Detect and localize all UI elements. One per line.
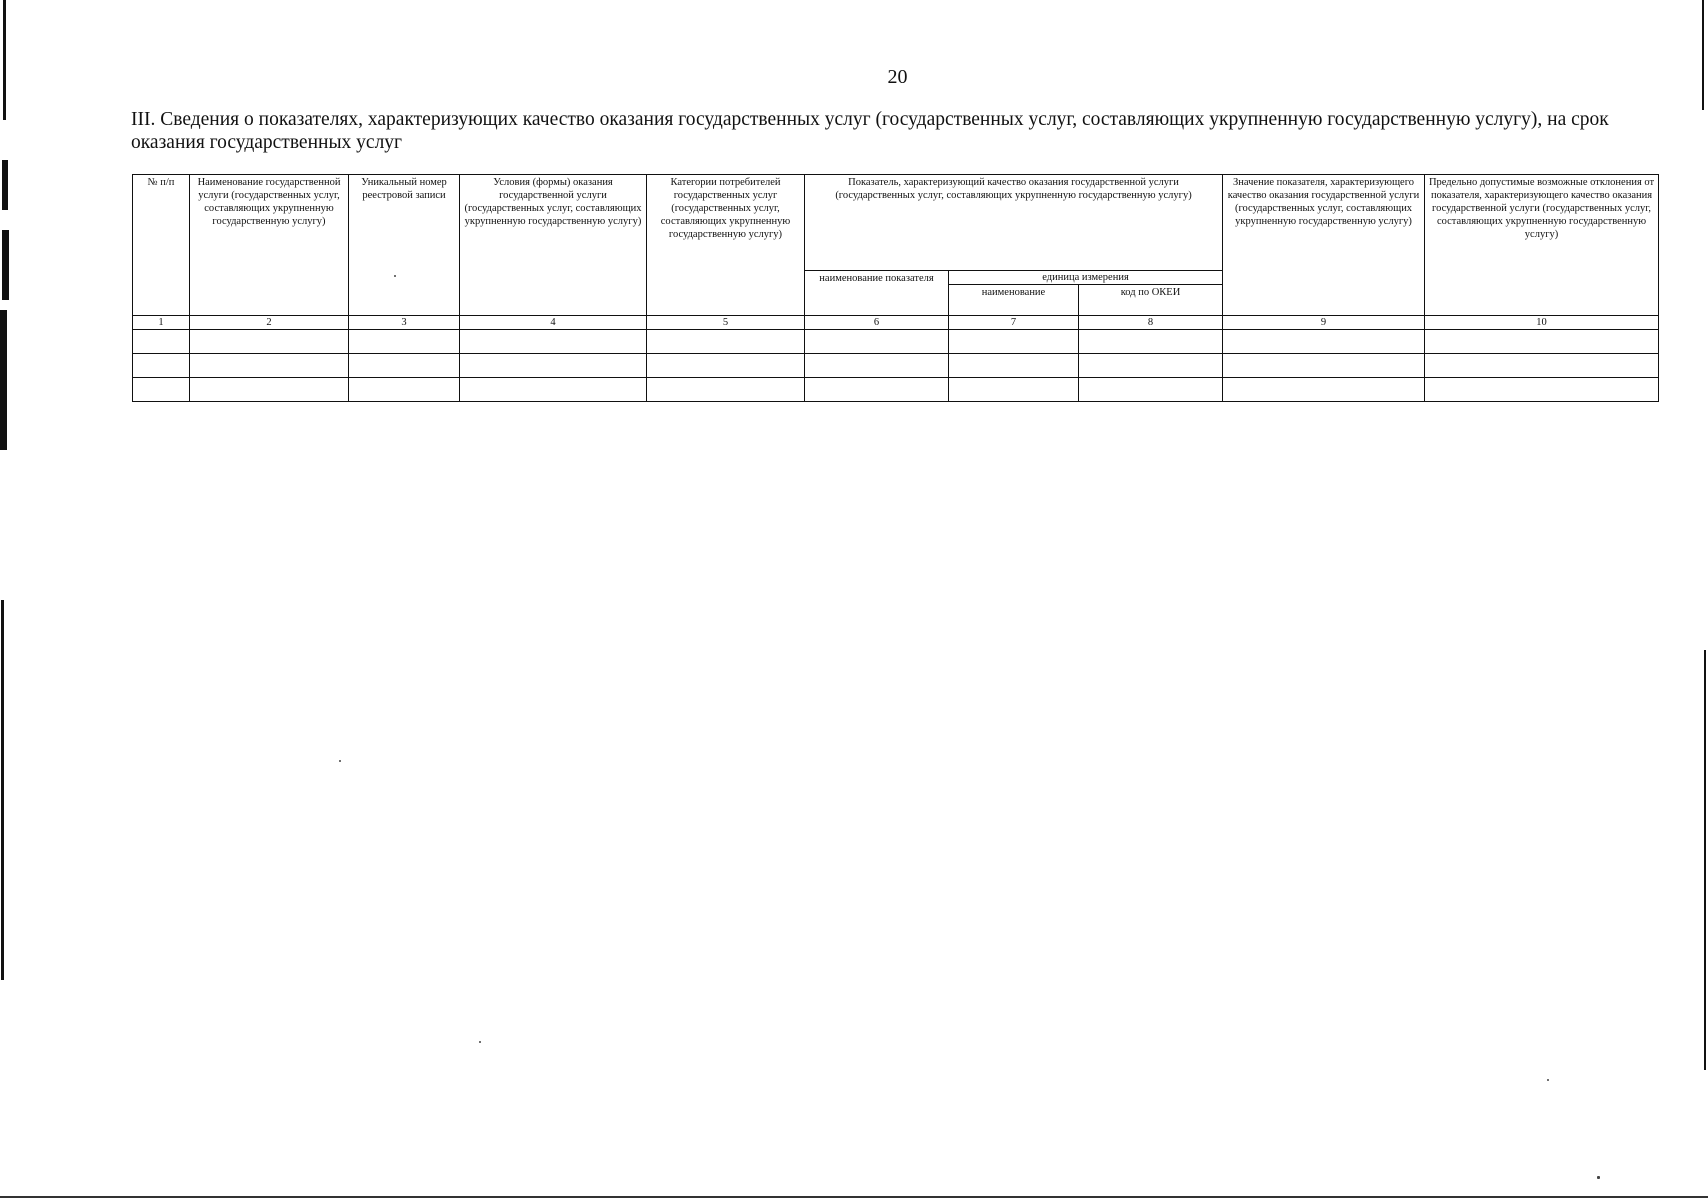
- header-indicator-value: Значение показателя, характеризующего качество оказания государственной услуги (государственных услуг, составляющих укрупненную государственную услугу): [1223, 175, 1425, 316]
- table-cell: [1079, 378, 1223, 402]
- table-cell: [647, 378, 805, 402]
- column-number: 1: [133, 316, 190, 330]
- header-allowed-deviations: Предельно допустимые возможные отклонения от показателя, характеризующего качество оказания государственной услуги (государственных услуг, составляющих укрупненную государственную услугу): [1425, 175, 1659, 316]
- column-number: 4: [460, 316, 647, 330]
- scan-speck: [479, 1041, 481, 1043]
- table-row: [133, 354, 1659, 378]
- table-cell: [1079, 330, 1223, 354]
- column-number: 7: [949, 316, 1079, 330]
- table-cell: [133, 354, 190, 378]
- table-cell: [1079, 354, 1223, 378]
- column-number: 9: [1223, 316, 1425, 330]
- header-conditions: Условия (формы) оказания государственной услуги (государственных услуг, составляющих укрупненную государственную услугу): [460, 175, 647, 316]
- scan-edge-mark: [2, 160, 8, 210]
- table-cell: [349, 354, 460, 378]
- quality-indicators-table: [132, 174, 1659, 402]
- column-number: 3: [349, 316, 460, 330]
- table-cell: [349, 330, 460, 354]
- scan-speck: [394, 275, 396, 277]
- header-indicator-name: наименование показателя: [805, 271, 949, 316]
- section-title: III. Сведения о показателях, характеризующих качество оказания государственных услуг (государственных услуг, составляющих укрупненную государственную услугу), на срок оказания государственных услуг: [131, 109, 1609, 153]
- page-number: 20: [887, 66, 908, 88]
- scan-edge-mark: [1, 600, 4, 980]
- column-number: 2: [190, 316, 349, 330]
- table-cell: [1425, 378, 1659, 402]
- table-cell: [460, 354, 647, 378]
- column-number: 10: [1425, 316, 1659, 330]
- column-number: 6: [805, 316, 949, 330]
- table-cell: [1425, 354, 1659, 378]
- header-service-name: Наименование государственной услуги (государственных услуг, составляющих укрупненную государственную услугу): [190, 175, 349, 316]
- table-cell: [949, 378, 1079, 402]
- header-unit-name: наименование: [949, 285, 1079, 316]
- table-cell: [1425, 330, 1659, 354]
- table-row: [133, 378, 1659, 402]
- header-consumer-categories: Категории потребителей государственных услуг (государственных услуг, составляющих укрупненную государственную услугу): [647, 175, 805, 316]
- table-row: [133, 330, 1659, 354]
- scan-bottom-line: [0, 1196, 1708, 1198]
- table-cell: [1223, 330, 1425, 354]
- column-number: 8: [1079, 316, 1223, 330]
- scan-edge-mark: [1704, 650, 1706, 1070]
- table-cell: [949, 354, 1079, 378]
- table-cell: [460, 378, 647, 402]
- table-cell: [647, 354, 805, 378]
- table-cell: [133, 330, 190, 354]
- scan-edge-mark: [2, 230, 9, 300]
- table-cell: [805, 330, 949, 354]
- column-number: 5: [647, 316, 805, 330]
- scan-edge-mark: [0, 310, 7, 450]
- table-cell: [190, 378, 349, 402]
- scan-edge-mark: [3, 0, 6, 120]
- scan-speck: [1597, 1176, 1600, 1179]
- header-unit-group: единица измерения: [949, 271, 1223, 285]
- header-quality-indicator-group: Показатель, характеризующий качество оказания государственной услуги (государственных услуг, составляющих укрупненную государственную услугу): [805, 175, 1223, 271]
- table-cell: [949, 330, 1079, 354]
- table-cell: [1223, 354, 1425, 378]
- scan-speck: [1547, 1079, 1549, 1081]
- header-registry-number: Уникальный номер реестровой записи: [349, 175, 460, 316]
- table-cell: [647, 330, 805, 354]
- table-cell: [1223, 378, 1425, 402]
- column-number-row: [133, 316, 1659, 330]
- table-cell: [805, 378, 949, 402]
- header-okei-code: код по ОКЕИ: [1079, 285, 1223, 316]
- table-cell: [805, 354, 949, 378]
- table-cell: [190, 354, 349, 378]
- header-row-number: № п/п: [133, 175, 190, 316]
- scan-speck: [339, 760, 341, 762]
- table-cell: [190, 330, 349, 354]
- scan-edge-mark: [1702, 0, 1704, 110]
- table-cell: [460, 330, 647, 354]
- table-cell: [349, 378, 460, 402]
- table-cell: [133, 378, 190, 402]
